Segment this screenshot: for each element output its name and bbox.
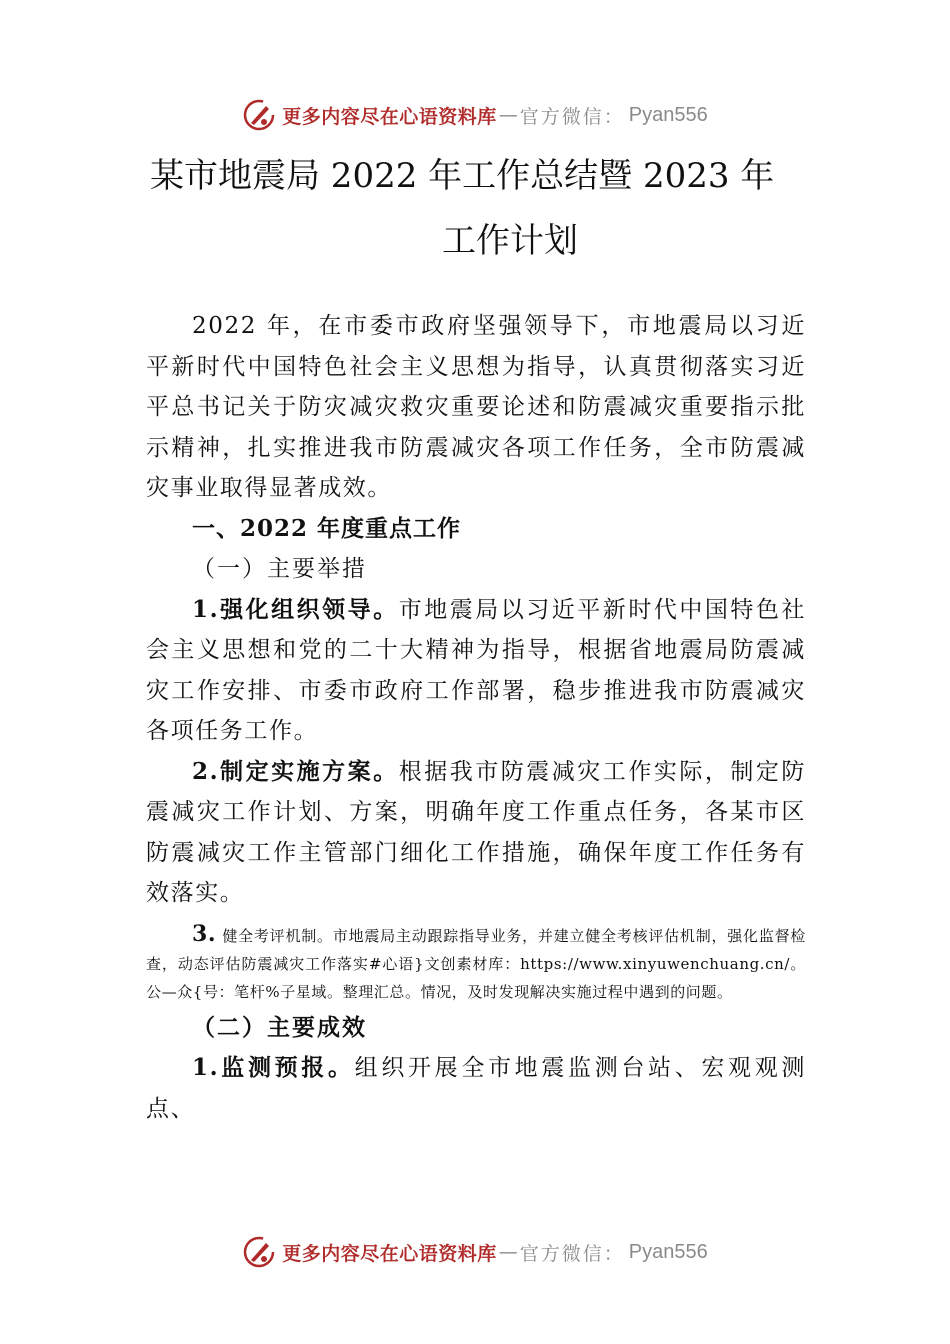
header-watermark-banner (0, 95, 950, 135)
result-item-1-lead: 1.监测预报。 (192, 1054, 355, 1081)
banner-wechat-id: Pyan556 (628, 1240, 708, 1263)
subsection-heading-results: （二）主要成效 (192, 1013, 367, 1041)
measure-item-3-text: 健全考评机制。市地震局主动跟踪指导业务，并建立健全考核评估机制，强化监督检查，动态评估防震减灾工作落实#心语}文创素材库：https://www.xinyuwenchuang.cn/。公—众{号：笔杆%子星域。整理汇总。情况，及时发现解决实施过程中遇到的问题。 (146, 926, 806, 1001)
measure-item-1-lead: 1.强化组织领导。 (192, 595, 399, 623)
section-heading: 一、2022 年度重点工作 (192, 514, 462, 542)
measure-item-3 (146, 920, 806, 1006)
measure-item-1 (146, 590, 806, 752)
intro-paragraph: 2022 年，在市委市政府坚强领导下，市地震局以习近平新时代中国特色社会主义思想为指导，认真贯彻落实习近平总书记关于防灾减灾救灾重要论述和防震减灾重要指示批示精神，扎实推进我市防震减灾各项工作任务，全市防震减灾事业取得显著成效。 (146, 313, 806, 501)
subsection-heading-measures: （一）主要举措 (192, 556, 367, 582)
brush-logo-icon (242, 98, 276, 132)
result-item-1-text: 组织开展全市地震监测台站、宏观观测点、 (146, 1055, 807, 1122)
measure-item-2 (146, 752, 806, 914)
banner-separator: — (498, 1241, 518, 1263)
banner-label: 官方微信： (519, 105, 625, 128)
banner-wechat-id: Pyan556 (628, 103, 708, 126)
result-item-1 (146, 1048, 806, 1129)
banner-separator: — (498, 104, 518, 126)
measure-item-2-text: 根据我市防震减灾工作实际，制定防震减灾工作计划、方案，明确年度工作重点任务，各某市区防震减灾工作主管部门细化工作措施，确保年度工作任务有效落实。 (146, 758, 806, 906)
banner-label: 官方微信： (519, 1242, 625, 1265)
measure-item-3-number: 3. (192, 920, 217, 947)
document-title-line2: 工作计划 (442, 221, 578, 261)
footer-watermark-banner (0, 1232, 950, 1272)
banner-main-text: 更多内容尽在心语资料库 (282, 105, 497, 128)
measure-item-2-lead: 2.制定实施方案。 (192, 757, 399, 785)
banner-main-text: 更多内容尽在心语资料库 (282, 1242, 497, 1265)
measure-item-1-text: 市地震局以习近平新时代中国特色社会主义思想和党的二十大精神为指导，根据省地震局防震减灾工作安排、市委市政府工作部署，稳步推进我市防震减灾各项任务工作。 (146, 596, 806, 744)
document-title-line1: 某市地震局 2022 年工作总结暨 2023 年 (150, 156, 775, 196)
document-body (146, 306, 806, 1129)
brush-logo-icon (242, 1235, 276, 1269)
